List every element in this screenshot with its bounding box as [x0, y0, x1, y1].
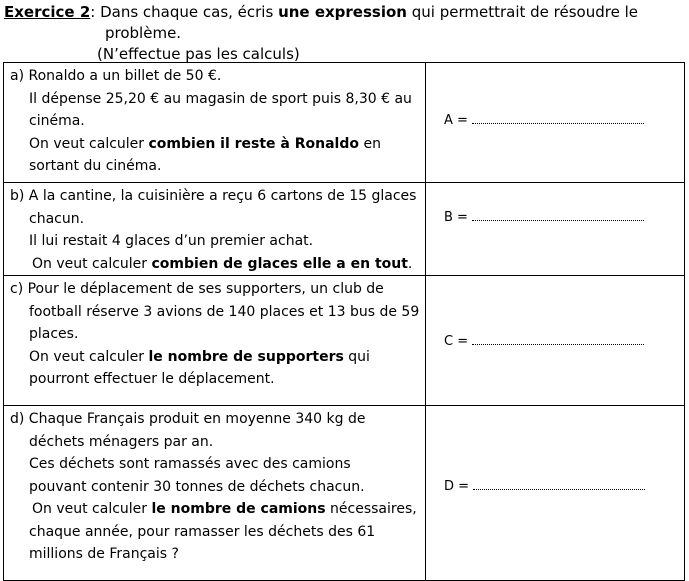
problem-d-line2: déchets ménagers par an.	[29, 433, 214, 450]
problem-d-text	[4, 406, 426, 581]
answer-a-label: A =	[444, 113, 468, 128]
answer-b-label: B =	[444, 210, 468, 225]
problem-d-line5	[10, 498, 425, 521]
problem-b-question-bold: combien de glaces elle a en tout	[151, 255, 408, 272]
problem-d-line7: millions de Français ?	[29, 546, 179, 562]
answer-c[interactable]	[444, 334, 644, 349]
instruction-note: (N’effectue pas les calculs)	[97, 45, 300, 63]
problem-a-line2: Il dépense 25,20 € au magasin de sport puis 8,30 € au	[29, 90, 412, 107]
problem-c-line2: football réserve 3 avions de 140 places et 13 bus de 59	[29, 303, 420, 320]
instruction-line2: problème.	[105, 24, 182, 42]
answer-c-label: C =	[444, 334, 469, 349]
problem-c-line4-post: qui	[343, 348, 370, 365]
problem-row-b	[4, 183, 685, 276]
problem-d-line3: Ces déchets sont ramassés avec des camions	[29, 456, 351, 472]
problem-b-line4	[10, 253, 425, 276]
problem-c-line1: c) Pour le déplacement de ses supporters, un club de	[10, 281, 384, 297]
problem-b-line4-post: .	[407, 255, 413, 272]
problem-a-line4	[10, 133, 425, 156]
instruction-text: : Dans chaque cas, écris	[90, 3, 279, 21]
answer-a[interactable]	[444, 113, 644, 128]
answer-d-label: D =	[444, 479, 470, 494]
problem-a-line1: a) Ronaldo a un billet de 50 €.	[10, 68, 222, 84]
problem-row-a	[4, 63, 685, 183]
problem-c-question-bold: le nombre de supporters	[148, 348, 344, 365]
problem-d-line5-post: nécessaires,	[325, 501, 417, 517]
problem-b-line2: chacun.	[29, 210, 85, 227]
problem-a-line4-pre: On veut calculer	[29, 135, 149, 152]
problem-d-line4: pouvant contenir 30 tonnes de déchets chacun.	[29, 478, 365, 495]
answer-b-dotted-line[interactable]	[472, 210, 644, 221]
answer-d-dotted-line[interactable]	[473, 479, 645, 490]
problem-d-line1: d) Chaque Français produit en moyenne 340 kg de	[10, 411, 366, 427]
problem-d-line6: chaque année, pour ramasser les déchets des 61	[29, 523, 376, 540]
answer-a-dotted-line[interactable]	[472, 113, 644, 124]
problem-row-c	[4, 276, 685, 406]
problem-b-line4-pre: On veut calculer	[32, 255, 152, 272]
problem-a-line5: sortant du cinéma.	[29, 158, 162, 174]
problem-b-line3: Il lui restait 4 glaces d’un premier achat.	[29, 233, 314, 249]
answer-cell-c	[426, 276, 685, 406]
problem-b-line1: b) A la cantine, la cuisinière a reçu 6 cartons de 15 glaces	[10, 188, 417, 204]
answer-b[interactable]	[444, 210, 644, 225]
exercise-label: Exercice 2	[4, 3, 91, 21]
answer-d[interactable]	[444, 479, 645, 494]
problem-d-line5-pre: On veut calculer	[32, 501, 152, 517]
problem-a-line3: cinéma.	[29, 113, 85, 129]
answer-cell-a	[426, 63, 685, 183]
instruction-bold: une expression	[278, 3, 407, 21]
problem-c-line4	[10, 346, 425, 369]
problem-a-line4-post: en	[359, 135, 381, 152]
problem-row-d	[4, 406, 685, 581]
problem-c-line4-pre: On veut calculer	[29, 348, 149, 365]
problem-b-text	[4, 183, 426, 276]
answer-cell-d	[426, 406, 685, 581]
answer-c-dotted-line[interactable]	[472, 334, 644, 345]
problem-c-text	[4, 276, 426, 406]
problem-a-text	[4, 63, 426, 183]
problem-a-question-bold: combien il reste à Ronaldo	[148, 135, 359, 152]
problem-c-line5: pourront effectuer le déplacement.	[29, 371, 275, 387]
exercise-table	[3, 62, 685, 581]
problem-d-question-bold: le nombre de camions	[151, 501, 326, 517]
answer-cell-b	[426, 183, 685, 276]
problem-c-line3: places.	[29, 326, 79, 342]
instruction-text-end: qui permettrait de résoudre le	[406, 3, 638, 21]
exercise-header	[4, 2, 686, 65]
